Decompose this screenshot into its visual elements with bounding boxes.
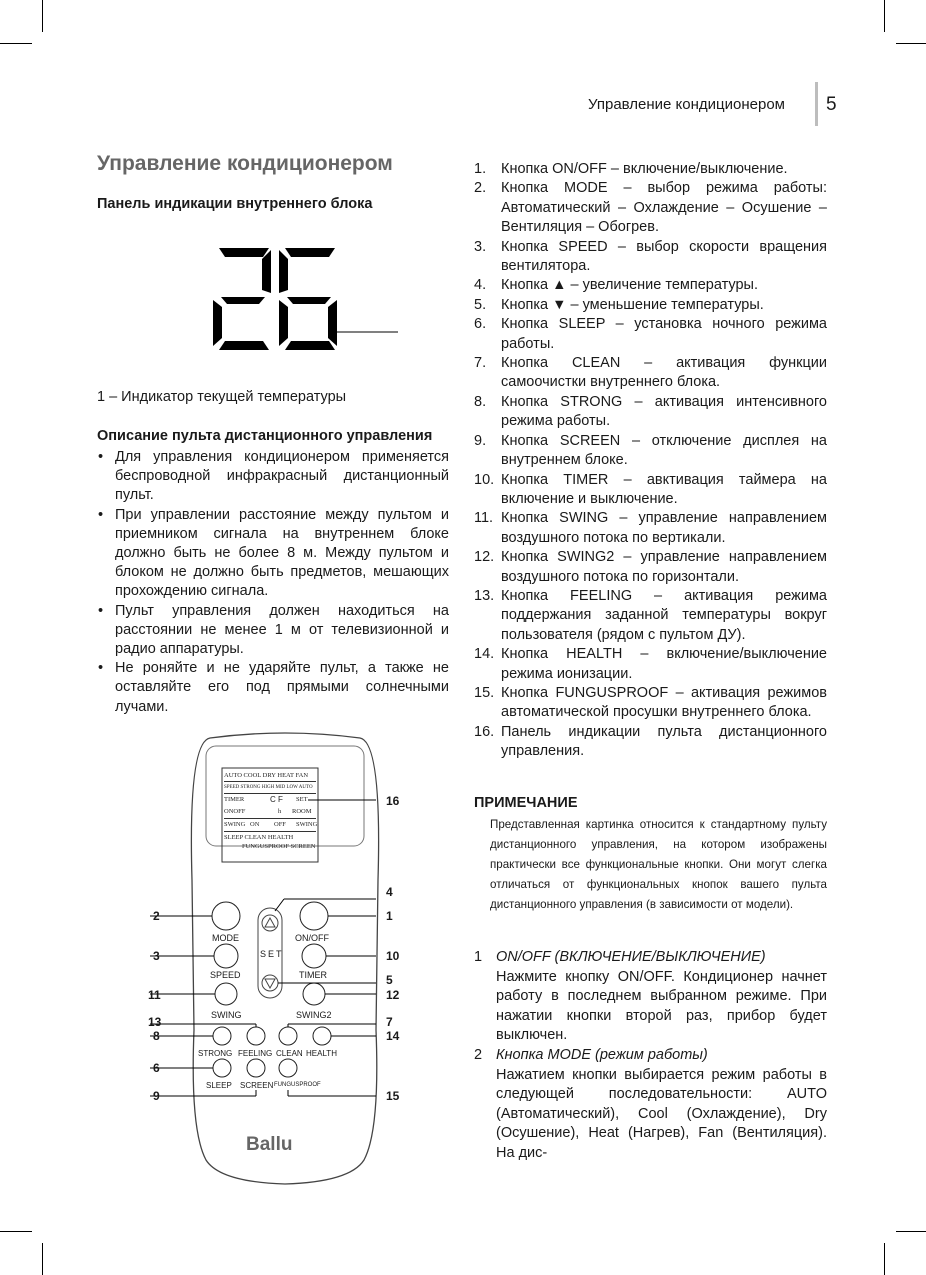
set-label: SET [260, 949, 284, 959]
list-item [474, 238, 827, 277]
callout-3: 3 [153, 949, 160, 963]
item-number: 16. [474, 723, 495, 740]
lcd-modes: AUTO COOL DRY HEAT FAN [224, 770, 316, 782]
callout-12: 12 [386, 988, 400, 1002]
note-heading: ПРИМЕЧАНИЕ [474, 795, 578, 811]
fungusproof-label: FUNGUSPROOF [274, 1082, 321, 1088]
list-item [474, 509, 827, 548]
brand-logo: Ballu [246, 1134, 293, 1155]
section-number: 2 [474, 1047, 483, 1063]
item-number: 11. [474, 510, 494, 527]
remote-lcd [224, 770, 316, 860]
clean-label: CLEAN [276, 1049, 303, 1058]
list-item [474, 432, 827, 471]
bullet-list [97, 448, 449, 717]
lcd-swing-left: SWING [224, 821, 246, 828]
list-item [474, 587, 827, 645]
header-divider [815, 82, 818, 126]
swing-label: SWING [211, 1010, 242, 1020]
mode-label: MODE [212, 933, 239, 943]
note-text: Представленная картинка относится к стандартному пульту дистанционного управления, на котором изображены практически все функциональные кнопки. Они могут слегка отличаться от функциональных кнопок вашего пульта дистанционного управления (в зависимости от модели). [490, 818, 827, 911]
indoor-display-image [205, 240, 405, 360]
section-title: Кнопка MODE (режим работы) [496, 1047, 708, 1063]
remote-illustration [150, 730, 420, 1190]
item-text: Кнопка FUNGUSPROOF – активация режимов автоматической просушки внутреннего блока. [501, 684, 827, 721]
item-text: Кнопка SCREEN – отключение дисплея на внутреннем блоке. [501, 432, 827, 469]
page-number: 5 [826, 94, 837, 115]
lcd-set: SET [296, 796, 308, 803]
crop-mark [42, 0, 43, 32]
lcd-onoff: ONOFF [224, 808, 246, 815]
crop-mark [884, 0, 885, 32]
list-item [474, 354, 827, 393]
strong-label: STRONG [198, 1049, 233, 1058]
list-item [474, 296, 827, 315]
lcd-on: ON [250, 821, 260, 828]
callout-11: 11 [148, 988, 161, 1002]
lcd-swing-row [224, 818, 316, 832]
item-text: Кнопка TIMER – авктивация таймера на включение и выключение. [501, 471, 827, 507]
sleep-label: SLEEP [206, 1081, 232, 1090]
crop-mark [896, 43, 926, 44]
item-text: Кнопка SPEED – выбор скорости вращения вентилятора. [501, 238, 827, 275]
callout-6: 6 [153, 1061, 160, 1075]
remote-heading: Описание пульта дистанционного управления [97, 428, 433, 444]
lcd-cf: C F [270, 795, 283, 804]
speed-label: SPEED [210, 970, 241, 980]
lcd-timer: TIMER [224, 796, 245, 803]
running-header: Управление кондиционером [588, 96, 785, 113]
item-text: Кнопка ▲ – увеличение температуры. [501, 277, 758, 294]
lcd-temp-area [224, 794, 316, 818]
section-body: Нажатием кнопки выбирается режим работы в следующей последовательности: AUTO (Автоматический), Cool (Охлаждение), Dry (Осушение), Heat (Нагрев), Fan (Вентиляция). На дис- [496, 1066, 827, 1161]
bullet-item: • Не роняйте и не ударяйте пульт, а также не оставляйте его под прямыми солнечными лучами. [97, 659, 449, 717]
page-title: Управление кондиционером [97, 152, 393, 175]
lcd-h: h [278, 808, 282, 815]
item-text: Кнопка MODE – выбор режима работы: Автоматический – Охлаждение – Осушение – Вентиляция – Обогрев. [501, 180, 827, 236]
section-title: ON/OFF (ВКЛЮЧЕНИЕ/ВЫКЛЮЧЕНИЕ) [496, 949, 766, 965]
item-number: 14. [474, 646, 495, 663]
screen-label: SCREEN [240, 1081, 274, 1090]
callout-5: 5 [386, 973, 393, 987]
digit-6 [279, 248, 337, 350]
button-description-list [474, 160, 827, 762]
item-text: Панель индикации пульта дистанционного управления. [501, 723, 827, 760]
lcd-speed: SPEED STRONG HIGH MID LOW AUTO [224, 782, 316, 794]
list-item [474, 548, 827, 587]
feeling-label: FEELING [238, 1049, 273, 1058]
crop-mark [884, 1243, 885, 1275]
bullet-item: • Пульт управления должен находиться на расстоянии не менее 1 м от телевизионной и радио аппаратуры. [97, 602, 449, 660]
callout-14: 14 [386, 1029, 400, 1043]
callout-10: 10 [386, 949, 400, 963]
callout-15: 15 [386, 1089, 400, 1103]
item-number: 10. [474, 471, 495, 488]
digit-2 [213, 248, 271, 350]
callout-16: 16 [386, 794, 400, 808]
crop-mark [42, 1243, 43, 1275]
onoff-label: ON/OFF [295, 933, 329, 943]
indicator-caption: 1 – Индикатор текущей температуры [97, 389, 347, 405]
item-text: Кнопка SWING – управление направлением воздушного потока по вертикали. [501, 510, 827, 546]
item-number: 12. [474, 549, 495, 566]
callout-7: 7 [386, 1015, 393, 1029]
list-item [474, 645, 827, 684]
lcd-room: ROOM [292, 808, 312, 815]
item-number: 7. [474, 355, 487, 372]
list-item [474, 684, 827, 723]
section-number: 1 [474, 949, 483, 965]
section-mode [474, 1046, 827, 1163]
section-onoff [474, 948, 827, 1046]
item-number: 1. [474, 161, 487, 177]
list-item [474, 315, 827, 354]
lcd-functions-2: FUNGUSPROOF SCREEN [242, 843, 316, 850]
list-item [474, 471, 827, 510]
item-text: Кнопка SWING2 – управление направлением воздушного потока по горизонтали. [501, 549, 827, 585]
panel-heading: Панель индикации внутреннего блока [97, 196, 373, 212]
swing2-label: SWING2 [296, 1010, 332, 1020]
list-item [474, 276, 827, 295]
callout-13: 13 [148, 1015, 162, 1029]
lcd-swing-right: SWING [296, 821, 318, 828]
item-text: Кнопка SLEEP – установка ночного режима работы. [501, 316, 827, 352]
item-number: 6. [474, 316, 487, 333]
item-number: 4. [474, 277, 487, 294]
item-number: 2. [474, 180, 487, 197]
crop-mark [896, 1231, 926, 1232]
item-text: Кнопка FEELING – активация режима поддержания заданной температуры вокруг пользователя (рядом с пультом ДУ). [501, 587, 827, 643]
timer-label: TIMER [299, 970, 327, 980]
item-text: Кнопка ▼ – уменьшение температуры. [501, 296, 764, 313]
callout-9: 9 [153, 1089, 160, 1103]
crop-mark [0, 1231, 32, 1232]
callout-8: 8 [153, 1029, 160, 1043]
item-number: 13. [474, 587, 495, 604]
item-text: Кнопка CLEAN – активация функции самоочистки внутреннего блока. [501, 355, 827, 391]
callout-1: 1 [386, 909, 393, 923]
bullet-item: • При управлении расстояние между пультом и приемником сигнала на внутреннем блоке должно быть не более 8 м. Между пультом и блоком не должно быть предметов, мешающих прохождению сигнала. [97, 506, 449, 602]
health-label: HEALTH [306, 1049, 337, 1058]
lcd-off: OFF [274, 821, 286, 828]
list-item [474, 160, 827, 179]
item-number: 3. [474, 238, 487, 255]
list-item [474, 723, 827, 762]
crop-mark [0, 43, 32, 44]
item-text: Кнопка STRONG – активация интенсивного режима работы. [501, 393, 827, 430]
item-number: 9. [474, 432, 487, 449]
item-text: Кнопка HEALTH – включение/выключение режима ионизации. [501, 646, 827, 682]
bullet-item: • Для управления кондиционером применяется беспроводной инфракрасный дистанционный пульт. [97, 448, 449, 506]
list-item [474, 179, 827, 237]
list-item [474, 393, 827, 432]
item-number: 8. [474, 393, 487, 410]
lcd-functions: SLEEP CLEAN HEALTH [224, 834, 294, 841]
callout-4: 4 [386, 885, 393, 899]
callout-2: 2 [153, 909, 160, 923]
item-number: 5. [474, 296, 487, 313]
item-number: 15. [474, 684, 495, 701]
section-body: Нажмите кнопку ON/OFF. Кондиционер начнет работу в последнем выбранном режиме. При нажатии кнопки второй раз, прибор будет выключен. [496, 968, 827, 1043]
item-text: Кнопка ON/OFF – включение/выключение. [501, 161, 788, 177]
